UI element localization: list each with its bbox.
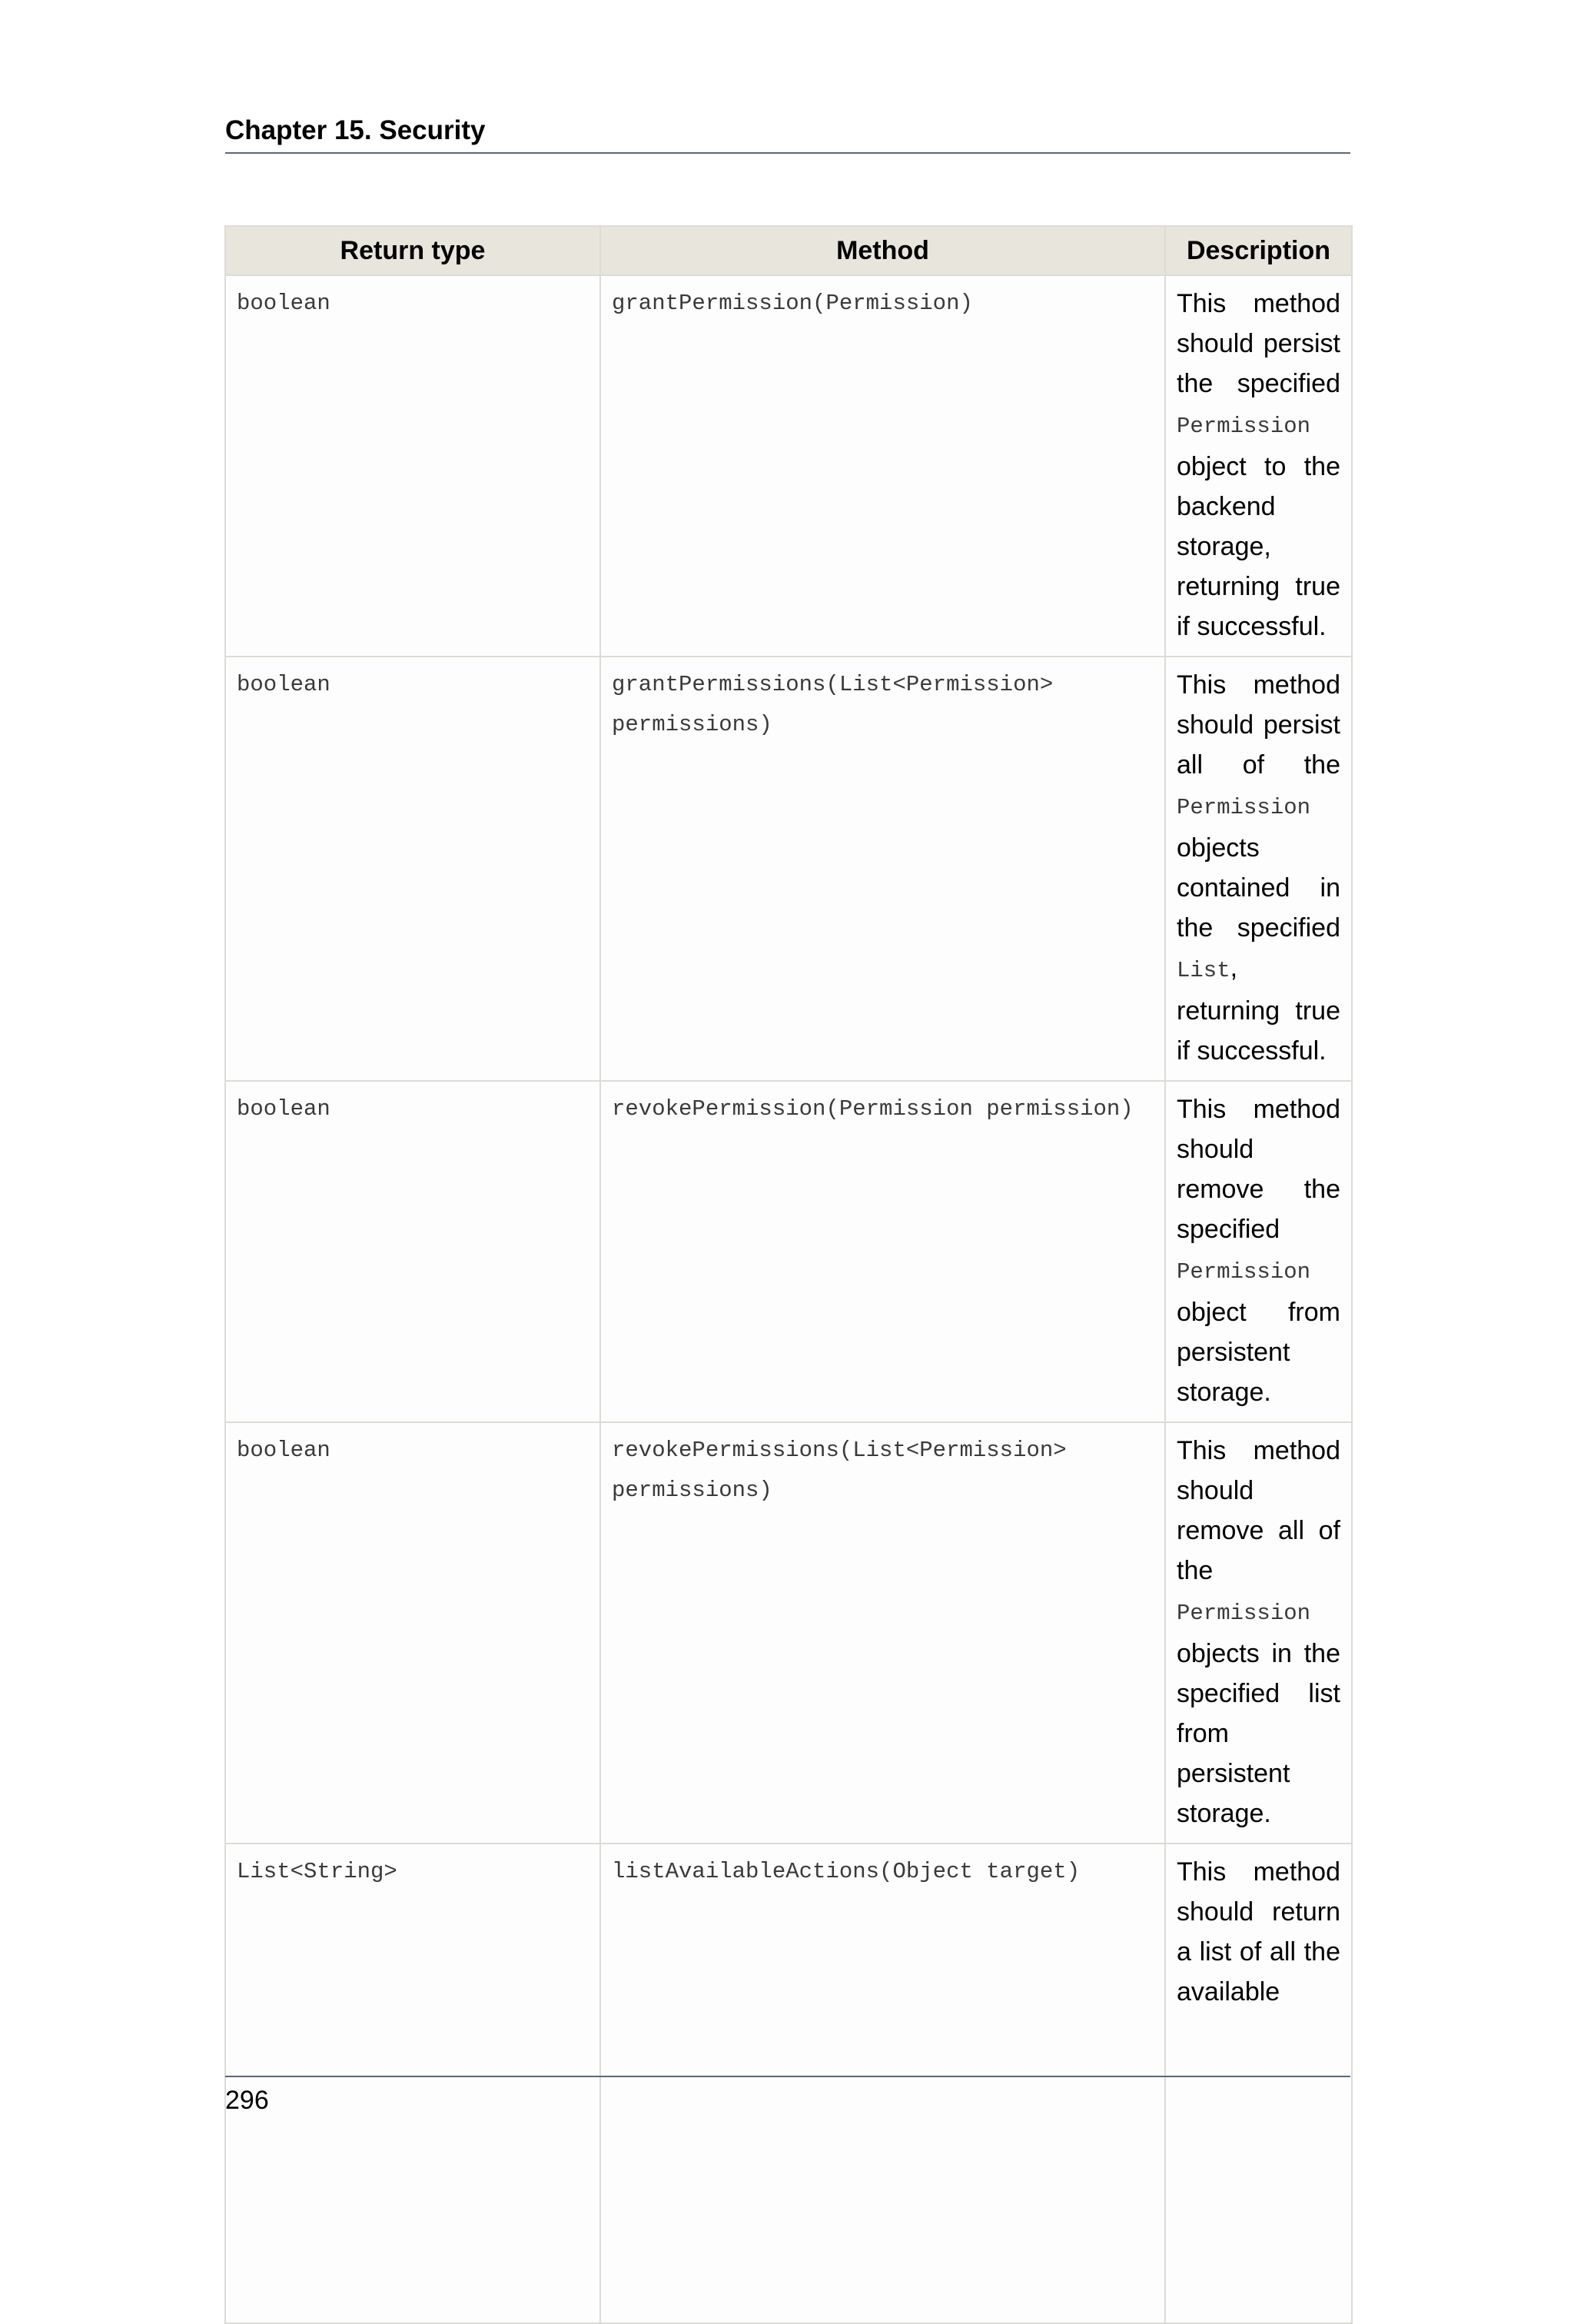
description-code: Permission (1177, 795, 1311, 820)
description-cell (1165, 1081, 1352, 1422)
return-type-cell: List<String> (225, 1844, 600, 2323)
running-header (225, 112, 1350, 154)
description-text: objects in the specified list from persistent storage. (1177, 1639, 1340, 1828)
method-cell: revokePermission(Permission permission) (600, 1081, 1165, 1422)
column-header-method: Method (600, 226, 1165, 275)
description-text: , returning true if successful. (1177, 953, 1340, 1066)
column-header-return-type: Return type (225, 226, 600, 275)
description-text: object to the backend storage, returning true if successful. (1177, 452, 1340, 641)
description-cell (1165, 1422, 1352, 1844)
description-text: This method should persist all of the (1177, 670, 1340, 780)
description-cell (1165, 657, 1352, 1081)
description-code: Permission (1177, 414, 1311, 439)
description-cell (1165, 1844, 1352, 2323)
table-row (225, 1422, 1352, 1844)
description-code: Permission (1177, 1259, 1311, 1285)
description-text: This method should remove all of the (1177, 1436, 1340, 1585)
description-text: object from persistent storage. (1177, 1298, 1340, 1407)
table-header-row (225, 226, 1352, 275)
column-header-description: Description (1165, 226, 1352, 275)
return-type-cell: boolean (225, 1081, 600, 1422)
table-row (225, 1081, 1352, 1422)
description-text: This method should persist the specified (1177, 289, 1340, 398)
description-cell (1165, 275, 1352, 657)
method-cell: grantPermission(Permission) (600, 275, 1165, 657)
chapter-title: Chapter 15. Security (225, 115, 486, 145)
api-table-container (224, 225, 1351, 2006)
method-cell: listAvailableActions(Object target) (600, 1844, 1165, 2323)
method-cell: revokePermissions(List<Permission> permissions) (600, 1422, 1165, 1844)
description-text: This method should remove the specified (1177, 1095, 1340, 1244)
description-text: This method should return a list of all the available (1177, 1857, 1340, 2006)
return-type-cell: boolean (225, 1422, 600, 1844)
api-methods-table (224, 225, 1353, 2324)
return-type-cell: boolean (225, 657, 600, 1081)
table-row (225, 657, 1352, 1081)
description-text: objects contained in the specified (1177, 833, 1340, 943)
page-number: 296 (225, 2086, 269, 2115)
table-row (225, 1844, 1352, 2323)
description-code: List (1177, 958, 1230, 983)
method-cell: grantPermissions(List<Permission> permissions) (600, 657, 1165, 1081)
running-footer (225, 2076, 1350, 2115)
return-type-cell: boolean (225, 275, 600, 657)
table-row (225, 275, 1352, 657)
description-code: Permission (1177, 1601, 1311, 1626)
